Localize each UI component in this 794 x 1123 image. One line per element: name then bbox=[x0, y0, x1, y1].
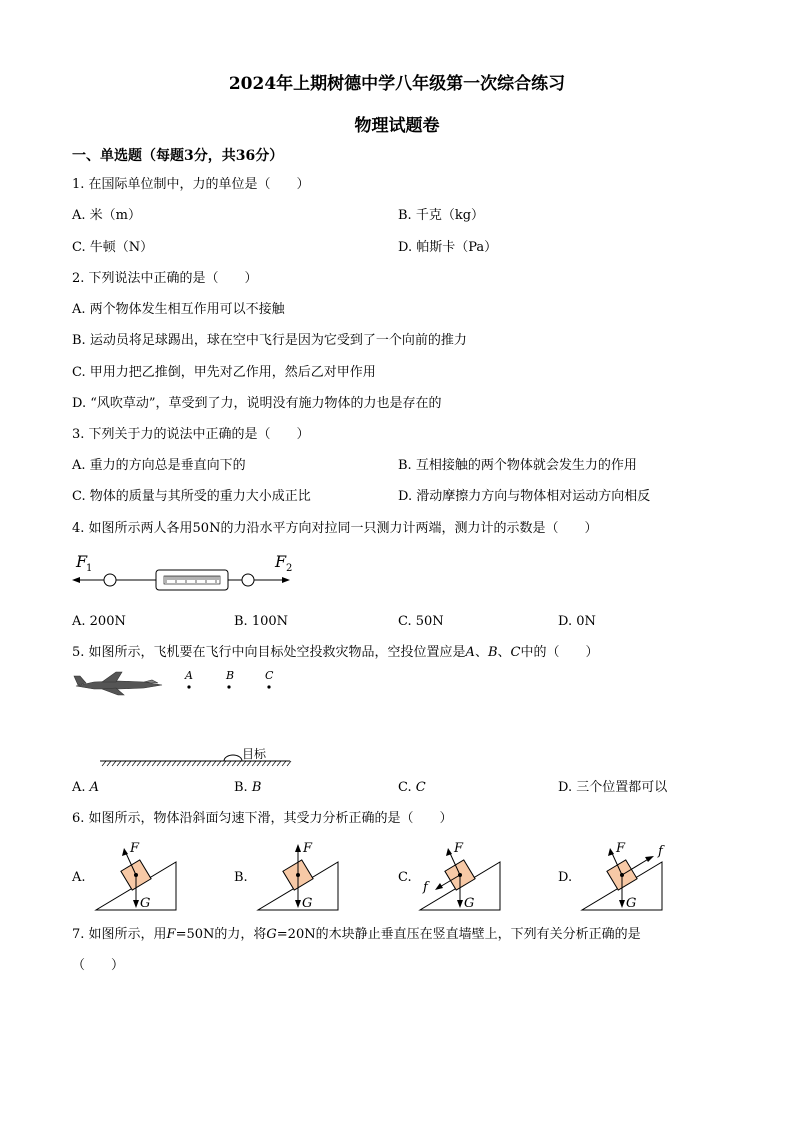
f1-arrowhead bbox=[72, 577, 80, 583]
q5-option-c: C. C bbox=[398, 780, 426, 795]
section-heading: 一、单选题（每题3分，共36分） bbox=[72, 148, 284, 164]
exam-title: 2024年上期树德中学八年级第一次综合练习 bbox=[228, 74, 566, 94]
exam-subtitle: 物理试题卷 bbox=[354, 116, 440, 136]
hatch-line bbox=[287, 761, 291, 766]
hatch-line bbox=[137, 761, 141, 766]
hatch-line bbox=[142, 761, 146, 766]
target-mound bbox=[224, 755, 242, 761]
q5-stem-point-b: B bbox=[487, 645, 498, 660]
svg-text:F: F bbox=[303, 841, 313, 856]
hatch-line bbox=[117, 761, 121, 766]
q5-option-b: B. B bbox=[234, 780, 262, 795]
q5-option-d: D. 三个位置都可以 bbox=[558, 780, 668, 795]
hatch-line bbox=[107, 761, 111, 766]
q5-stem-sep2: 、 bbox=[497, 645, 511, 660]
hatch-line bbox=[122, 761, 126, 766]
hatch-line bbox=[282, 761, 286, 766]
q4-option-b: B. 100N bbox=[234, 614, 289, 629]
hatch-line bbox=[257, 761, 261, 766]
hatch-line bbox=[242, 761, 246, 766]
spring-scale-figure bbox=[72, 548, 302, 596]
hatch-line bbox=[237, 761, 241, 766]
q3-option-b: B. 互相接触的两个物体就会发生力的作用 bbox=[398, 458, 637, 473]
hatch-line bbox=[172, 761, 176, 766]
q1-stem: 1. 在国际单位制中，力的单位是（ ） bbox=[72, 177, 310, 192]
q2-option-b: B. 运动员将足球踢出，球在空中飞行是因为它受到了一个向前的推力 bbox=[72, 333, 467, 348]
q1-option-b: B. 千克（kg） bbox=[398, 208, 485, 223]
hatch-line bbox=[197, 761, 201, 766]
hatch-line bbox=[182, 761, 186, 766]
q7-answer-paren: （ ） bbox=[72, 958, 125, 973]
hatch-line bbox=[162, 761, 166, 766]
hatch-line bbox=[262, 761, 266, 766]
svg-text:F: F bbox=[130, 841, 140, 856]
jet-plane-icon bbox=[74, 672, 162, 695]
q2-option-d: D. “风吹草动”，草受到了力，说明没有施力物体的力也是存在的 bbox=[72, 396, 442, 411]
q5-stem-sep1: 、 bbox=[474, 645, 488, 660]
q5-option-a: A. A bbox=[72, 780, 100, 795]
q6-option-d-label: D. bbox=[558, 870, 573, 885]
q4-stem: 4. 如图所示两人各用50N的力沿水平方向对拉同一只测力计两端，测力计的示数是（ ） bbox=[72, 521, 598, 536]
q6-option-b-label: B. bbox=[234, 870, 248, 885]
hatch-line bbox=[147, 761, 151, 766]
hatch-line bbox=[167, 761, 171, 766]
hatch-line bbox=[132, 761, 136, 766]
hatch-line bbox=[112, 761, 116, 766]
q5-stem-point-a: A bbox=[465, 645, 475, 660]
hatch-line bbox=[207, 761, 211, 766]
q6-option-a-label: A. bbox=[72, 870, 86, 885]
q1-option-d: D. 帕斯卡（Pa） bbox=[398, 240, 498, 255]
point-b-dot bbox=[227, 685, 230, 688]
hatch-line bbox=[187, 761, 191, 766]
hatch-line bbox=[127, 761, 131, 766]
q3-option-c: C. 物体的质量与其所受的重力大小成正比 bbox=[72, 489, 311, 504]
q5-stem-suffix: 中的（ ） bbox=[520, 645, 599, 660]
f2-subscript: 2 bbox=[286, 563, 293, 574]
hatch-line bbox=[247, 761, 251, 766]
incline-figure-a bbox=[92, 836, 182, 916]
airdrop-figure bbox=[72, 668, 302, 772]
point-c-dot bbox=[267, 685, 270, 688]
point-c-label: C bbox=[265, 669, 274, 682]
q4-option-a: A. 200N bbox=[72, 614, 126, 629]
right-ring bbox=[242, 574, 254, 586]
point-a-dot bbox=[187, 685, 190, 688]
hatch-line bbox=[217, 761, 221, 766]
point-b-label: B bbox=[226, 669, 235, 682]
point-a-label: A bbox=[185, 669, 193, 682]
q5-stem-prefix: 5. 如图所示，飞机要在飞行中向目标处空投救灾物品，空投位置应是 bbox=[72, 645, 466, 660]
f1-subscript: 1 bbox=[86, 563, 93, 574]
q4-option-c: C. 50N bbox=[398, 614, 444, 629]
hatch-line bbox=[177, 761, 181, 766]
q3-option-a: A. 重力的方向总是垂直向下的 bbox=[72, 458, 246, 473]
hatch-line bbox=[192, 761, 196, 766]
svg-text:G: G bbox=[302, 896, 313, 911]
f1-label: F bbox=[76, 552, 88, 571]
q4-option-d: D. 0N bbox=[558, 614, 596, 629]
f2-arrowhead bbox=[282, 577, 290, 583]
q2-stem: 2. 下列说法中正确的是（ ） bbox=[72, 271, 258, 286]
f2-label: F bbox=[275, 552, 287, 571]
hatch-line bbox=[267, 761, 271, 766]
hatch-line bbox=[252, 761, 256, 766]
svg-text:f: f bbox=[423, 880, 428, 895]
hatch-line bbox=[212, 761, 216, 766]
svg-text:F: F bbox=[454, 841, 464, 856]
q6-option-c-label: C. bbox=[398, 870, 412, 885]
svg-text:G: G bbox=[140, 896, 151, 911]
q1-option-c: C. 牛顿（N） bbox=[72, 240, 154, 255]
hatch-line bbox=[232, 761, 236, 766]
left-ring bbox=[104, 574, 116, 586]
q2-option-c: C. 甲用力把乙推倒，甲先对乙作用，然后乙对甲作用 bbox=[72, 365, 376, 380]
hatch-line bbox=[222, 761, 226, 766]
hatch-line bbox=[272, 761, 276, 766]
svg-text:F: F bbox=[616, 841, 626, 856]
target-label: 目标 bbox=[242, 747, 267, 761]
ground-hatching bbox=[102, 761, 291, 766]
incline-figure-d bbox=[578, 836, 678, 916]
q3-stem: 3. 下列关于力的说法中正确的是（ ） bbox=[72, 427, 310, 442]
q1-option-a: A. 米（m） bbox=[72, 208, 141, 223]
hatch-line bbox=[152, 761, 156, 766]
svg-text:G: G bbox=[626, 896, 637, 911]
q7-stem: 7. 如图所示，用F=50N的力，将G=20N的木块静止垂直压在竖直墙壁上，下列有关分析正确的是 bbox=[72, 927, 641, 942]
q6-stem: 6. 如图所示，物体沿斜面匀速下滑，其受力分析正确的是（ ） bbox=[72, 811, 453, 826]
incline-figure-b bbox=[254, 836, 344, 916]
q3-option-d: D. 滑动摩擦力方向与物体相对运动方向相反 bbox=[398, 489, 651, 504]
hatch-line bbox=[277, 761, 281, 766]
q5-stem-point-c: C bbox=[510, 645, 521, 660]
q2-option-a: A. 两个物体发生相互作用可以不接触 bbox=[72, 302, 285, 317]
hatch-line bbox=[157, 761, 161, 766]
svg-text:f: f bbox=[658, 844, 663, 859]
hatch-line bbox=[227, 761, 231, 766]
hatch-line bbox=[102, 761, 106, 766]
incline-figure-c bbox=[416, 836, 506, 916]
q5-stem bbox=[72, 645, 599, 661]
hatch-line bbox=[202, 761, 206, 766]
svg-text:G: G bbox=[464, 896, 475, 911]
